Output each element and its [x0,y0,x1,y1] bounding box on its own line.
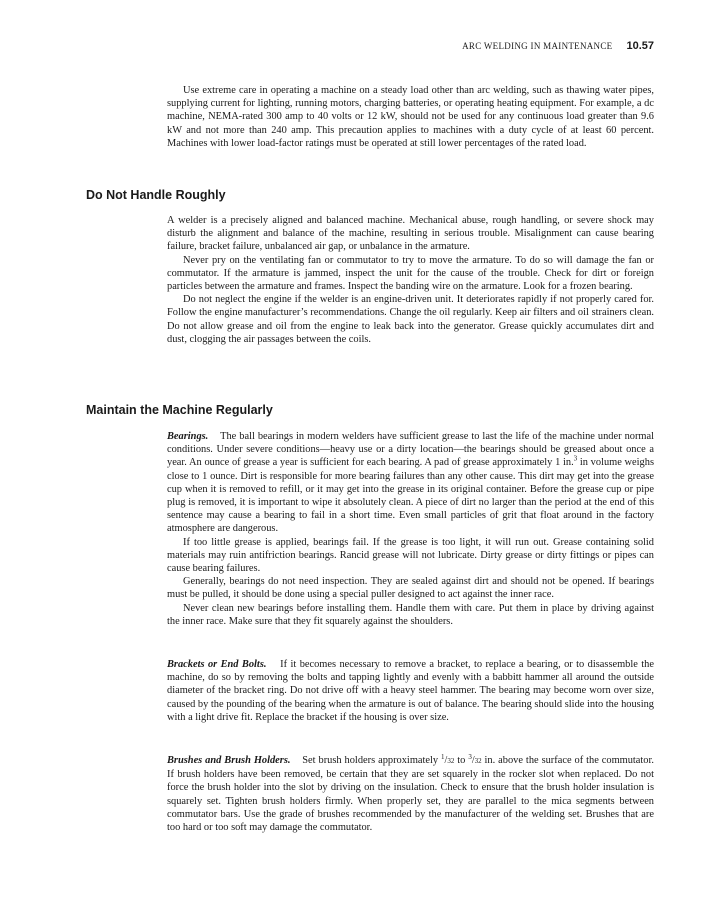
runin-heading: Bearings. [167,431,209,442]
paragraph: A welder is a precisely aligned and balanced machine. Mechanical abuse, rough handling, or severe shock may disturb the alignment and balance of the machine, resulting in serious trouble. Misalignment can cause bearing failure, bracket failure, unbalanced air gap, or unbalance in the armature. [167,215,654,253]
fraction: $^3$/32 [468,753,482,766]
section-heading-handle: Do Not Handle Roughly [86,188,226,202]
runin-heading: Brackets or End Bolts. [167,659,267,670]
running-header [462,40,654,52]
runin-heading: Brushes and Brush Holders. [167,755,291,766]
section-brackets [167,658,654,724]
bearings-paragraph [167,430,654,536]
text-run: The ball bearings in modern welders have sufficient grease to last the life of the machine under normal conditions. Under severe conditions—heavy use or a dirty location—the bearings should be greased about once a year. An ounce of grease a year is sufficient for each bearing. A pad of grease approximately 1 in. [167,431,655,469]
text-run: If it becomes necessary to remove a bracket, to replace a bearing, or to disassemble the machine, do so by removing the bolts and tapping lightly and evenly with a babbitt hammer all around the outside diameter of the bracket ring. Do not drive off with a heavy steel hammer. The bearing may become worn over size, caused by the pounding of the bearing when the armature is out of balance. The bearing should slide into the housing with a light drive fit. Replace the bracket if the housing is over size. [167,659,654,723]
text-run: in. above the surface of the commutator. If brush holders have been removed, be certain that they are set squarely in the rocker slot when replaced. Do not force the brush holder into the slot by driving on the insulation. Check to ensure that the brush holder insulation is squarely set. Tighten brush holders firmly. When properly set, they are parallel to the mica segments between commutator bars. Use the grade of brushes recommended by the manufacturer of the welding set. Brushes that are too hard or too soft may damage the commutator. [167,755,654,834]
section-handle-body [167,214,654,346]
intro-paragraph: Use extreme care in operating a machine on a steady load other than arc welding, such as thawing water pipes, supplying current for lighting, running motors, charging batteries, or operating heating equipment. For example, a dc machine, NEMA-rated 300 amp to 40 volts or 12 kW, should not be used for any continuous load greater than 9.6 kW and not more than 240 amp. This precaution applies to machines with a duty cycle of at least 60 percent. Machines with lower load-factor ratings must be operated at still lower percentages of the rated load. [167,85,654,149]
brackets-paragraph [167,658,654,724]
running-title: ARC WELDING IN MAINTENANCE [462,41,613,51]
intro-block [167,84,654,150]
paragraph: Never clean new bearings before installing them. Handle them with care. Put them in place by driving against the inner race. Make sure that they fit squarely against the shoulders. [167,602,654,627]
paragraph: If too little grease is applied, bearings fail. If the grease is too light, it will run out. Grease containing solid materials may ruin antifriction bearings. Rancid grease will not lubricate. Dirty grease or dirty fittings or pipes can cause bearing failures. [167,536,654,575]
text-run: in volume weighs close to 1 ounce. Dirt is responsible for more bearing failures than any other cause. This dirt may get into the grease cup when it is removed to refill, or it may get into the grease in its original container. Before the grease cup or pipe plug is removed, it is important to wipe it absolutely clean. A piece of dirt no larger than the period at the end of this sentence may cause a bearing to fail in a short time. Even small particles of grit that float around in the factory atmosphere are dangerous. [167,457,654,535]
fraction: $^1$/32 [441,753,455,766]
section-heading-maintain: Maintain the Machine Regularly [86,403,273,417]
page-number: 10.57 [626,40,654,52]
brushes-paragraph [167,751,654,834]
paragraph: Do not neglect the engine if the welder is an engine-driven unit. It deteriorates rapidly if not properly cared for. Follow the engine manufacturer’s recommendations. Change the oil regularly. Keep air filters and oil strainers clean. Do not allow grease and oil from the engine to leak back into the generator. Grease quickly accumulates dirt and dust, clogging the air passages between the coils. [167,294,654,345]
paragraph: Generally, bearings do not need inspection. They are sealed against dirt and should not be opened. If bearings must be pulled, it should be done using a special puller designed to act against the inner race. [167,576,654,601]
text-run: Set brush holders approximately [302,755,442,766]
superscript: 3 [573,454,578,463]
section-bearings [167,430,654,628]
paragraph: Never pry on the ventilating fan or commutator to try to move the armature. To do so will damage the fan or commutator. If the armature is jammed, inspect the unit for the cause of the trouble. Check for dirt or foreign particles between the armature and frames. Inspect the banding wire on the armature. Look for a frozen bearing. [167,254,654,293]
text-run: to [454,755,469,766]
section-brushes [167,751,654,834]
